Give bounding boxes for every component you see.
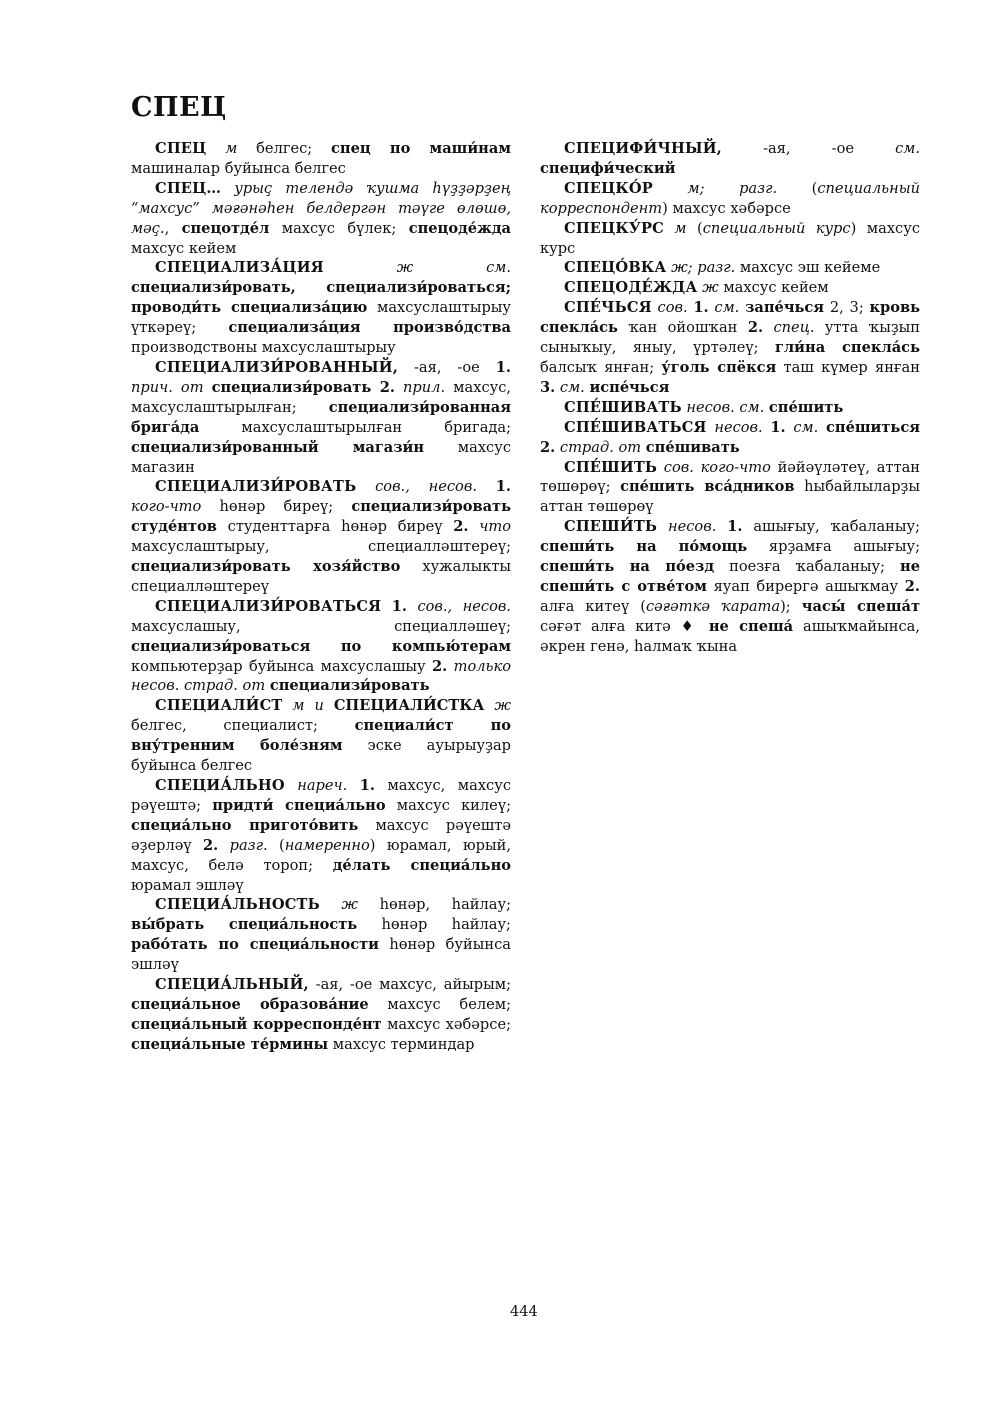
headword: СПЕЦИА́ЛЬНО xyxy=(155,777,285,794)
dictionary-entry xyxy=(131,179,511,259)
definition: 1. см. запе́чься 2, 3; кровь спекла́сь ҡан ойошҡан 2. спец. утта ҡыҙып сыныҡыу, яныу, үртәлеү; гли́на спекла́сь балсыҡ янған; у́голь спёкся таш күмер янған 3. см. испе́чься xyxy=(540,299,921,396)
dictionary-entry xyxy=(540,219,920,259)
headword: СПЕЦКУ́РС xyxy=(564,219,664,237)
dictionary-entry xyxy=(131,358,511,477)
headword: СПЕЦ… xyxy=(155,179,222,197)
definition: 1. ашығыу, ҡабаланыу; спеши́ть на по́мощь ярҙамға ашығыу; спеши́ть на по́езд поезға ҡабаланыу; не спеши́ть с отве́том яуап бирергә ашыҡмау 2. алға китеү (сәғәткә ҡарата); часы́ спеша́т сәғәт алға китә ♦ не спеша́ ашыҡмайынса, әкрен генә, һалмаҡ ҡына xyxy=(540,518,921,655)
definition: (специальный корреспондент) махсус хәбәрсе xyxy=(540,179,920,217)
left-column xyxy=(131,139,511,1055)
definition: махсус эш кейеме xyxy=(739,259,881,277)
dictionary-entry xyxy=(131,139,511,179)
definition: спе́шить xyxy=(768,398,844,416)
grammar-note: сов. кого-что xyxy=(657,458,778,476)
dictionary-entry xyxy=(540,458,920,518)
grammar-note: нареч. xyxy=(284,777,360,794)
headword: СПЕЦИА́ЛЬНОСТЬ xyxy=(155,896,320,914)
page-number: 444 xyxy=(510,1304,538,1320)
headword: СПЕШИ́ТЬ xyxy=(564,518,658,536)
headword: СПЕЦ xyxy=(155,140,207,157)
definition: -ая, -ое махсус, айырым; специа́льное образова́ние махсус белем; специа́льный корреспонде́нт махсус хәбәрсе; специа́льные те́рмины махсус терминдар xyxy=(131,976,512,1053)
definition: -ая, -ое 1. прич. от специализи́ровать 2. прил. махсус, махсуслаштырылған; специализи́рованная брига́да махсуслаштырылған бригада; специализи́рованный магази́н махсус магазин xyxy=(131,358,512,476)
definition: йәйәүләтеү, аттан төшөрөү; спе́шить вса́дников һыбайлыларҙы аттан төшөрөү xyxy=(540,458,920,516)
grammar-note xyxy=(398,359,414,376)
headword: СПЕЦИАЛИЗИ́РОВАТЬСЯ xyxy=(155,597,382,615)
definition: -ая, -ое см. специфи́ческий xyxy=(540,140,920,177)
dictionary-entry xyxy=(540,179,920,219)
dictionary-entry xyxy=(540,139,920,179)
grammar-note: сов., несов. xyxy=(356,478,496,496)
definition: СПЕЦИАЛИ́СТКА ж белгес, специалист; специали́ст по вну́тренним боле́зням эске ауырыуҙар буйынса белгес xyxy=(131,697,512,775)
headword: СПЕ́ШИВАТЬ xyxy=(564,398,682,416)
definition: урыҫ телендә ҡушма һүҙҙәрҙең “махсус” мәғәнәһен белдергән тәүге өлөшө, мәҫ., спецотде́л махсус бүлек; спецоде́жда махсус кейем xyxy=(131,179,512,257)
grammar-note xyxy=(381,598,392,615)
dictionary-entry xyxy=(131,776,511,895)
headword: СПЕЦОДЕ́ЖДА xyxy=(564,279,698,297)
headword: СПЕ́ШИТЬ xyxy=(564,458,658,476)
grammar-note: м и xyxy=(282,697,334,715)
grammar-note: несов. xyxy=(706,418,771,436)
dictionary-entry xyxy=(131,895,511,975)
grammar-note: м xyxy=(206,140,257,157)
right-column xyxy=(540,139,920,657)
grammar-note: м xyxy=(663,219,698,237)
grammar-note: несов. xyxy=(657,518,728,536)
definition: белгес; спец по маши́нам машиналар буйынса белгес xyxy=(131,140,511,177)
headword: СПЕЦИА́ЛЬНЫЙ, xyxy=(155,976,309,994)
grammar-note xyxy=(309,976,316,993)
definition: һөнәр, һайлау; вы́брать специа́льность һөнәр һайлау; рабо́тать по специа́льности һөнәр буйынса эшләү xyxy=(131,896,511,974)
definition: 1. махсус, махсус рәүештә; придти́ специа́льно махсус килеү; специа́льно пригото́вить махсус рәүештә әҙерләү 2. разг. (намеренно) юрамал, юрый, махсус, белә тороп; де́лать специа́льно юрамал эшләү xyxy=(131,777,512,894)
dictionary-entry xyxy=(540,258,920,278)
headword: СПЕЦИАЛИЗА́ЦИЯ xyxy=(155,259,324,277)
headword: СПЕЦИАЛИ́СТ xyxy=(155,697,283,715)
headword: СПЕЦКО́Р xyxy=(564,179,653,197)
dictionary-entry xyxy=(540,517,920,656)
grammar-note: несов. см. xyxy=(681,398,769,416)
headword: СПЕ́ШИВАТЬСЯ xyxy=(564,418,707,436)
definition: 1. см. спе́шиться 2. страд. от спе́шивать xyxy=(540,418,920,456)
grammar-note xyxy=(221,180,234,197)
dictionary-entry xyxy=(540,398,920,418)
dictionary-entry xyxy=(131,258,511,358)
grammar-note xyxy=(722,140,763,157)
grammar-note: ж xyxy=(697,279,724,297)
dictionary-entry xyxy=(540,298,920,398)
headword: СПЕЦИАЛИЗИ́РОВАТЬ xyxy=(155,478,357,496)
dictionary-entry xyxy=(131,696,511,776)
dictionary-entry xyxy=(131,597,511,697)
grammar-note: м; разг. xyxy=(652,179,812,197)
dictionary-entry xyxy=(540,278,920,298)
grammar-note: ж; разг. xyxy=(666,259,740,277)
dictionary-entry xyxy=(131,975,511,1055)
headword: СПЕЦО́ВКА xyxy=(564,259,667,277)
definition: (специальный курс) махсус курс xyxy=(540,219,920,257)
definition: специализи́ровать, специализи́роваться; проводи́ть специализа́цию махсуслаштырыу үткәреү; специализа́ция произво́дства производствоны махсуслаштырыу xyxy=(131,279,511,357)
running-header: СПЕЦ xyxy=(131,92,227,123)
dictionary-entry xyxy=(131,477,511,596)
definition: 1. кого-что һөнәр биреү; специализи́ровать студе́нтов студенттарға һөнәр биреү 2. что махсуслаштырыу, специалләштереү; специализи́ровать хозя́йство хужалыкты специалләштереү xyxy=(131,478,512,595)
dictionary-entry xyxy=(540,418,920,458)
grammar-note: сов. xyxy=(651,299,694,317)
definition: махсус кейем xyxy=(723,279,829,297)
headword: СПЕЦИАЛИЗИ́РОВАННЫЙ, xyxy=(155,358,398,376)
headword: СПЕ́ЧЬСЯ xyxy=(564,299,652,317)
grammar-note: ж xyxy=(319,896,380,914)
grammar-note: ж см. xyxy=(323,259,511,277)
definition: 1. сов., несов. махсуслашыу, специалләшеү; специализи́роваться по компью́терам компьютерҙар буйынса махсуслашыу 2. только несов. страд. от специализи́ровать xyxy=(131,597,512,695)
headword: СПЕЦИФИ́ЧНЫЙ, xyxy=(564,140,722,157)
